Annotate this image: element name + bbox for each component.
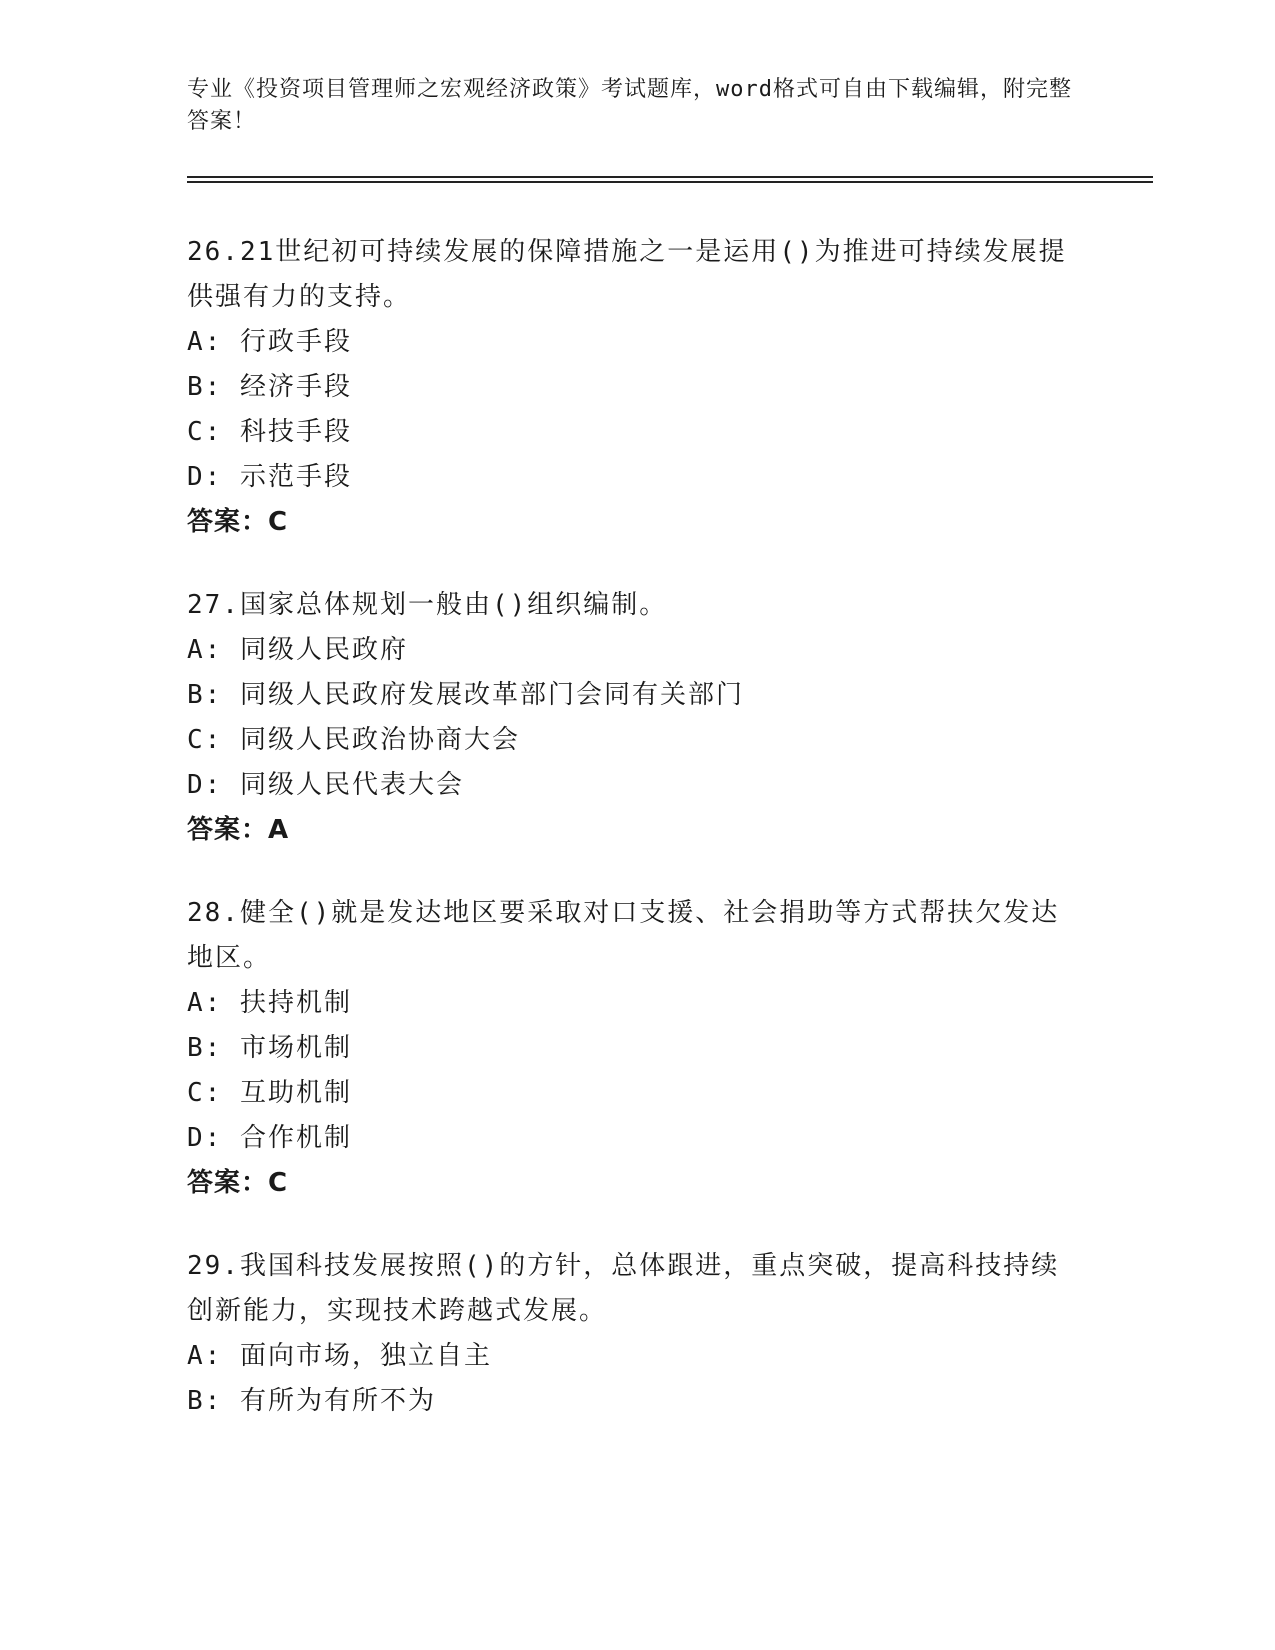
question-26 <box>187 230 1087 545</box>
question-stem: 26.21世纪初可持续发展的保障措施之一是运用()为推进可持续发展提供强有力的支持。 <box>187 237 1067 312</box>
answer-label: 答案：C <box>187 1168 289 1198</box>
question-stem: 29.我国科技发展按照()的方针，总体跟进，重点突破，提高科技持续创新能力，实现技术跨越式发展。 <box>187 1251 1060 1326</box>
question-27 <box>187 583 1087 853</box>
option-b: B: 同级人民政府发展改革部门会同有关部门 <box>187 680 744 710</box>
header-rule-top <box>187 176 1153 178</box>
question-29 <box>187 1244 1087 1424</box>
option-a: A: 扶持机制 <box>187 988 352 1018</box>
option-a: A: 同级人民政府 <box>187 635 408 665</box>
option-d: D: 同级人民代表大会 <box>187 770 464 800</box>
option-c: C: 互助机制 <box>187 1078 352 1108</box>
option-c: C: 同级人民政治协商大会 <box>187 725 520 755</box>
question-stem: 27.国家总体规划一般由()组织编制。 <box>187 590 668 620</box>
answer-label: 答案：C <box>187 507 289 537</box>
document-header: 专业《投资项目管理师之宏观经济政策》考试题库，word格式可自由下载编辑，附完整答案！ <box>187 77 1072 134</box>
option-c: C: 科技手段 <box>187 417 352 447</box>
option-b: B: 有所为有所不为 <box>187 1386 436 1416</box>
option-b: B: 经济手段 <box>187 372 352 402</box>
option-d: D: 合作机制 <box>187 1123 352 1153</box>
option-a: A: 行政手段 <box>187 327 352 357</box>
question-28 <box>187 891 1087 1206</box>
option-a: A: 面向市场，独立自主 <box>187 1341 492 1371</box>
question-list <box>187 230 1087 1462</box>
answer-label: 答案：A <box>187 815 290 845</box>
option-d: D: 示范手段 <box>187 462 352 492</box>
option-b: B: 市场机制 <box>187 1033 352 1063</box>
question-stem: 28.健全()就是发达地区要采取对口支援、社会捐助等方式帮扶欠发达地区。 <box>187 898 1060 973</box>
header-rule-bottom <box>187 181 1153 183</box>
